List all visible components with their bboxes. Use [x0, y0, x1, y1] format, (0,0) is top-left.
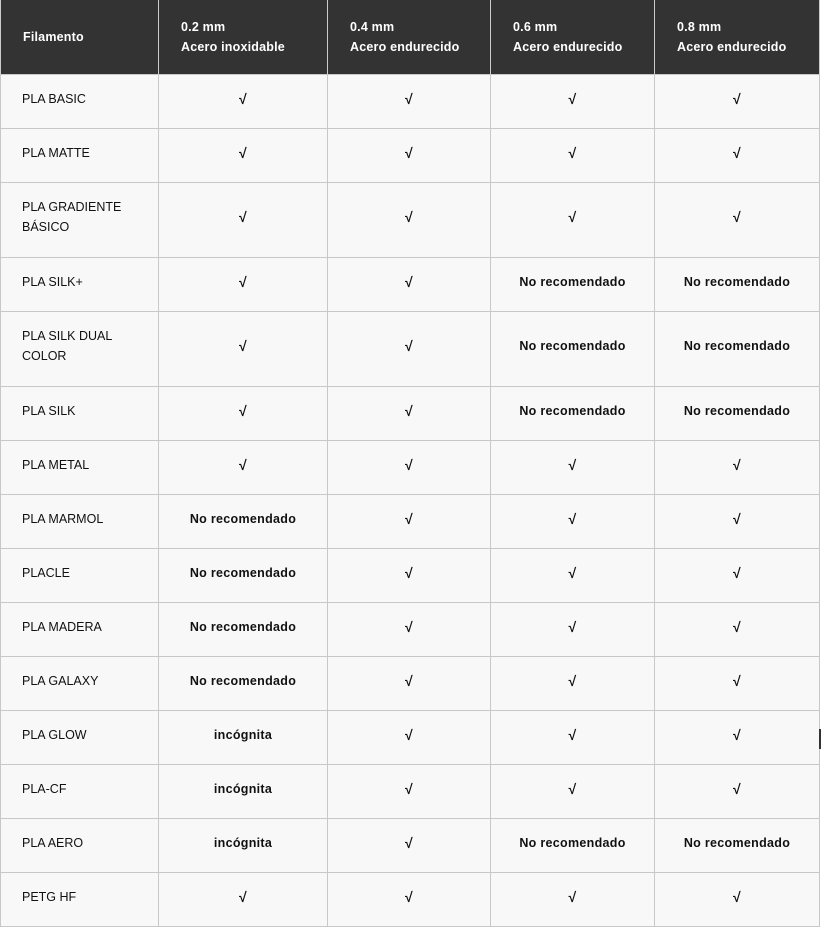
table-row	[1, 311, 820, 386]
table-row	[1, 182, 820, 257]
table-row	[1, 257, 820, 311]
compatible-check: √	[328, 656, 491, 710]
filament-name: PLA MATTE	[1, 128, 159, 182]
table-row	[1, 872, 820, 926]
compatible-check: √	[159, 440, 328, 494]
compatible-check: √	[328, 764, 491, 818]
compatible-check: √	[655, 440, 820, 494]
compatible-check: √	[328, 257, 491, 311]
table-row	[1, 128, 820, 182]
compatibility-cell: No recomendado	[159, 656, 328, 710]
filament-name: PLA SILK	[1, 386, 159, 440]
compatible-check: √	[655, 872, 820, 926]
header-nozzle-0-2: 0.2 mm Acero inoxidable	[159, 0, 328, 74]
compatible-check: √	[159, 386, 328, 440]
compatible-check: √	[328, 710, 491, 764]
compatible-check: √	[328, 548, 491, 602]
table-row	[1, 440, 820, 494]
header-row	[1, 0, 820, 74]
text-cursor	[819, 729, 821, 749]
compatible-check: √	[491, 548, 655, 602]
compatible-check: √	[328, 74, 491, 128]
compatible-check: √	[491, 440, 655, 494]
compatible-check: √	[328, 602, 491, 656]
compatible-check: √	[491, 710, 655, 764]
header-nozzle-0-8: 0.8 mm Acero endurecido	[655, 0, 820, 74]
compatibility-cell: No recomendado	[159, 494, 328, 548]
filament-name: PETG HF	[1, 872, 159, 926]
compatibility-cell: No recomendado	[655, 818, 820, 872]
compatible-check: √	[655, 710, 820, 764]
compatibility-cell: No recomendado	[491, 386, 655, 440]
compatible-check: √	[491, 764, 655, 818]
compatible-check: √	[159, 257, 328, 311]
table-row	[1, 602, 820, 656]
compatible-check: √	[328, 494, 491, 548]
table-body	[1, 74, 820, 926]
filament-name: PLA-CF	[1, 764, 159, 818]
compatible-check: √	[328, 440, 491, 494]
compatible-check: √	[491, 602, 655, 656]
table-row	[1, 764, 820, 818]
header-filamento: Filamento	[1, 0, 159, 74]
compatible-check: √	[655, 602, 820, 656]
table-row	[1, 818, 820, 872]
compatible-check: √	[328, 182, 491, 257]
compatibility-cell: incógnita	[159, 764, 328, 818]
compatible-check: √	[655, 182, 820, 257]
filament-name: PLA SILK DUAL COLOR	[1, 311, 159, 386]
compatible-check: √	[159, 311, 328, 386]
compatible-check: √	[491, 656, 655, 710]
compatible-check: √	[328, 311, 491, 386]
table-row	[1, 548, 820, 602]
filament-name: PLA GRADIENTE BÁSICO	[1, 182, 159, 257]
compatibility-cell: incógnita	[159, 710, 328, 764]
table-row	[1, 656, 820, 710]
compatible-check: √	[159, 128, 328, 182]
table-row	[1, 710, 820, 764]
compatible-check: √	[655, 494, 820, 548]
compatible-check: √	[328, 818, 491, 872]
compatibility-cell: No recomendado	[491, 818, 655, 872]
compatible-check: √	[491, 182, 655, 257]
compatibility-cell: No recomendado	[655, 257, 820, 311]
filament-name: PLA SILK+	[1, 257, 159, 311]
filament-name: PLA MADERA	[1, 602, 159, 656]
table-row	[1, 386, 820, 440]
table-row	[1, 74, 820, 128]
compatible-check: √	[159, 872, 328, 926]
filament-name: PLA GALAXY	[1, 656, 159, 710]
compatibility-cell: No recomendado	[655, 311, 820, 386]
compatible-check: √	[655, 764, 820, 818]
compatible-check: √	[159, 182, 328, 257]
compatible-check: √	[655, 548, 820, 602]
filament-name: PLACLE	[1, 548, 159, 602]
compatible-check: √	[491, 494, 655, 548]
compatible-check: √	[328, 128, 491, 182]
compatibility-cell: No recomendado	[159, 548, 328, 602]
compatible-check: √	[655, 74, 820, 128]
compatibility-cell: No recomendado	[491, 257, 655, 311]
compatibility-cell: No recomendado	[491, 311, 655, 386]
filament-name: PLA MARMOL	[1, 494, 159, 548]
compatibility-cell: incógnita	[159, 818, 328, 872]
header-nozzle-0-4: 0.4 mm Acero endurecido	[328, 0, 491, 74]
header-nozzle-0-6: 0.6 mm Acero endurecido	[491, 0, 655, 74]
compatible-check: √	[655, 656, 820, 710]
compatible-check: √	[328, 386, 491, 440]
filament-name: PLA METAL	[1, 440, 159, 494]
compatible-check: √	[491, 872, 655, 926]
filament-name: PLA BASIC	[1, 74, 159, 128]
filament-name: PLA AERO	[1, 818, 159, 872]
compatibility-cell: No recomendado	[655, 386, 820, 440]
compatible-check: √	[491, 74, 655, 128]
compatible-check: √	[328, 872, 491, 926]
compatible-check: √	[491, 128, 655, 182]
table-row	[1, 494, 820, 548]
compatibility-cell: No recomendado	[159, 602, 328, 656]
filament-name: PLA GLOW	[1, 710, 159, 764]
compatible-check: √	[159, 74, 328, 128]
compatible-check: √	[655, 128, 820, 182]
